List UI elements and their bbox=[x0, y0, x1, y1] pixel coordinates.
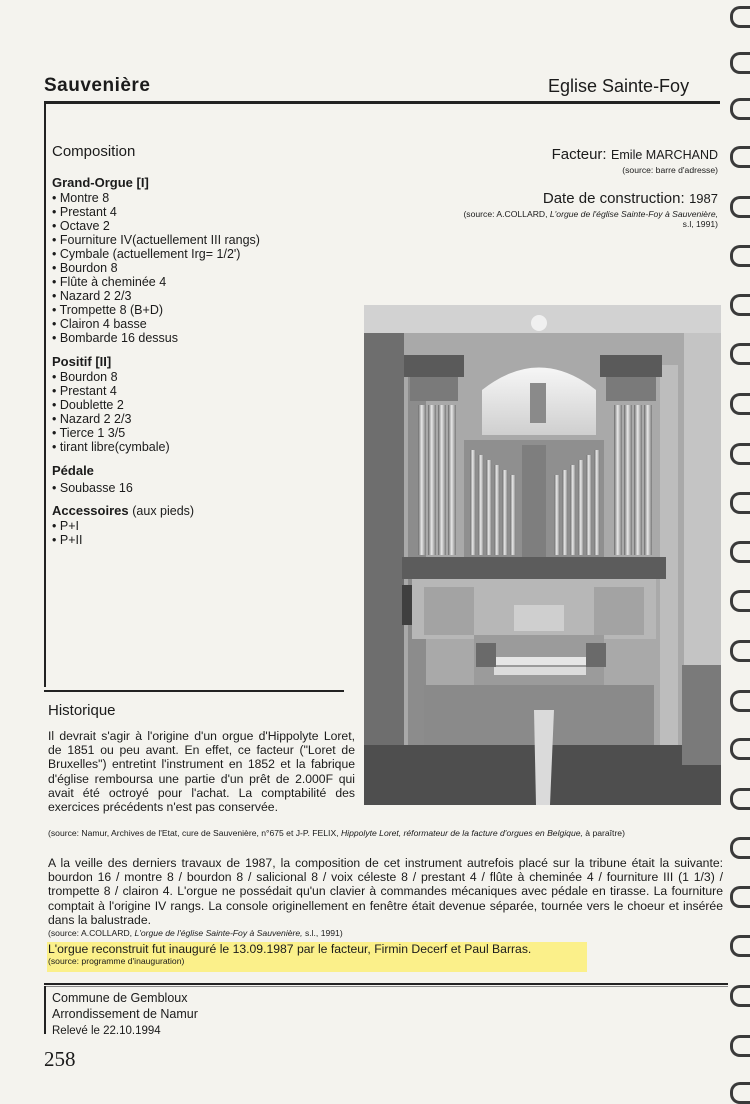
construction-source: (source: A.COLLARD, L'orgue de l'église Sainte-Foy à Sauvenière, bbox=[463, 209, 718, 219]
grand-orgue-stop: • Cymbale (actuellement Irg= 1/2') bbox=[52, 247, 352, 261]
grand-orgue-stop: • Octave 2 bbox=[52, 219, 352, 233]
footer-releve: Relevé le 22.10.1994 bbox=[52, 1025, 161, 1037]
pedale-stop-list bbox=[52, 481, 352, 495]
spiral-binding bbox=[728, 0, 750, 1104]
historique-title: Historique bbox=[48, 702, 116, 719]
grand-orgue-stop-list bbox=[52, 191, 352, 345]
grand-orgue-stop: • Nazard 2 2/3 bbox=[52, 289, 352, 303]
positif-section bbox=[52, 354, 352, 454]
positif-stop: • Nazard 2 2/3 bbox=[52, 412, 352, 426]
pedale-section bbox=[52, 463, 352, 495]
grand-orgue-stop: • Trompette 8 (B+D) bbox=[52, 303, 352, 317]
positif-stop: • Tierce 1 3/5 bbox=[52, 426, 352, 440]
grand-orgue-stop: • Fourniture IV(actuellement III rangs) bbox=[52, 233, 352, 247]
positif-stop: • tirant libre(cymbale) bbox=[52, 440, 352, 454]
grand-orgue-stop: • Flûte à cheminée 4 bbox=[52, 275, 352, 289]
header-rule bbox=[44, 101, 720, 104]
facteur-label: Facteur: bbox=[551, 146, 607, 163]
accessoires-note: (aux pieds) bbox=[132, 504, 195, 518]
grand-orgue-stop: • Bombarde 16 dessus bbox=[52, 331, 352, 345]
historique-source-2: (source: A.COLLARD, L'orgue de l'église Sainte-Foy à Sauvenière, s.l., 1991) bbox=[48, 928, 343, 938]
accessoire-item: • P+II bbox=[52, 533, 352, 547]
pedale-stop: • Soubasse 16 bbox=[52, 481, 352, 495]
construction-label: Date de construction: bbox=[542, 190, 685, 207]
accessoires-title: Accessoires bbox=[52, 503, 129, 518]
page-number: 258 bbox=[44, 1047, 76, 1071]
footer-block bbox=[52, 991, 198, 1040]
historique-paragraph-2: A la veille des derniers travaux de 1987, la composition de cet instrument autrefois placé sur la tribune était la suivante: bourdon 16 / montre 8 / bourdon 8 / salicional 8 / voix céleste 8 / prestant 4 / flûte à cheminée 4 / fourniture III (1 1/3) / trompette 8 / clairon 4. L'orgue ne possédait qu'un clavier à commandes mécaniques avec pédale en tirasse. La fourniture comptait à l'origine IV rangs. La console originellement en fenêtre était devenue séparée, tournée vers le choeur et insérée dans la balustrade. bbox=[48, 856, 723, 927]
pedale-title: Pédale bbox=[52, 463, 94, 478]
composition-title: Composition bbox=[52, 143, 136, 160]
inauguration-highlight bbox=[47, 942, 587, 972]
positif-stop: • Prestant 4 bbox=[52, 384, 352, 398]
grand-orgue-stop: • Bourdon 8 bbox=[52, 261, 352, 275]
footer-rule-thin bbox=[44, 986, 728, 987]
positif-stop: • Bourdon 8 bbox=[52, 370, 352, 384]
inauguration-source: (source: programme d'inauguration) bbox=[48, 956, 185, 966]
construction-source-suffix: s.l, 1991) bbox=[682, 219, 718, 229]
accessoire-item: • P+I bbox=[52, 519, 352, 533]
organ-photo bbox=[364, 305, 721, 805]
grand-orgue-stop: • Clairon 4 basse bbox=[52, 317, 352, 331]
left-border-rule bbox=[44, 104, 46, 687]
grand-orgue-section bbox=[52, 175, 352, 345]
footer-rule bbox=[44, 983, 728, 985]
construction-block bbox=[358, 190, 718, 229]
grand-orgue-stop: • Prestant 4 bbox=[52, 205, 352, 219]
grand-orgue-title: Grand-Orgue [I] bbox=[52, 175, 149, 190]
church-title: Eglise Sainte-Foy bbox=[548, 76, 690, 96]
facteur-source: (source: barre d'adresse) bbox=[622, 165, 718, 175]
footer-arrondissement: Arrondissement de Namur bbox=[52, 1006, 198, 1021]
historique-source-1: (source: Namur, Archives de l'Etat, cure de Sauvenière, n°675 et J-P. FELIX, Hippolyte Loret, réformateur de la facture d'orgues en Belgique, à paraître) bbox=[48, 828, 625, 838]
positif-stop: • Doublette 2 bbox=[52, 398, 352, 412]
facteur-name: Emile MARCHAND bbox=[611, 148, 718, 162]
facteur-block bbox=[378, 146, 718, 175]
footer-left-rule bbox=[44, 986, 46, 1034]
positif-title: Positif [II] bbox=[52, 354, 112, 369]
inauguration-text: L'orgue reconstruit fut inauguré le 13.09.1987 par le facteur, Firmin Decerf et Paul Barras. bbox=[48, 942, 532, 956]
construction-year: 1987 bbox=[689, 191, 718, 206]
historique-rule bbox=[44, 690, 344, 692]
footer-commune: Commune de Gembloux bbox=[52, 991, 188, 1005]
historique-paragraph-1: Il devrait s'agir à l'origine d'un orgue d'Hippolyte Loret, de 1851 ou peu avant. En effet, ce facteur ("Loret de Bruxelles") entretint l'instrument en 1852 et la fabrique d'église remboursa une partie d'un prêt de 2.000F qui avait été octroyé pour l'achat. La comptabilité des exercices précédents n'est pas conservée. bbox=[48, 729, 355, 815]
positif-stop-list bbox=[52, 370, 352, 454]
accessoires-section bbox=[52, 503, 352, 547]
accessoires-list bbox=[52, 519, 352, 547]
grand-orgue-stop: • Montre 8 bbox=[52, 191, 352, 205]
place-title: Sauvenière bbox=[44, 75, 151, 96]
